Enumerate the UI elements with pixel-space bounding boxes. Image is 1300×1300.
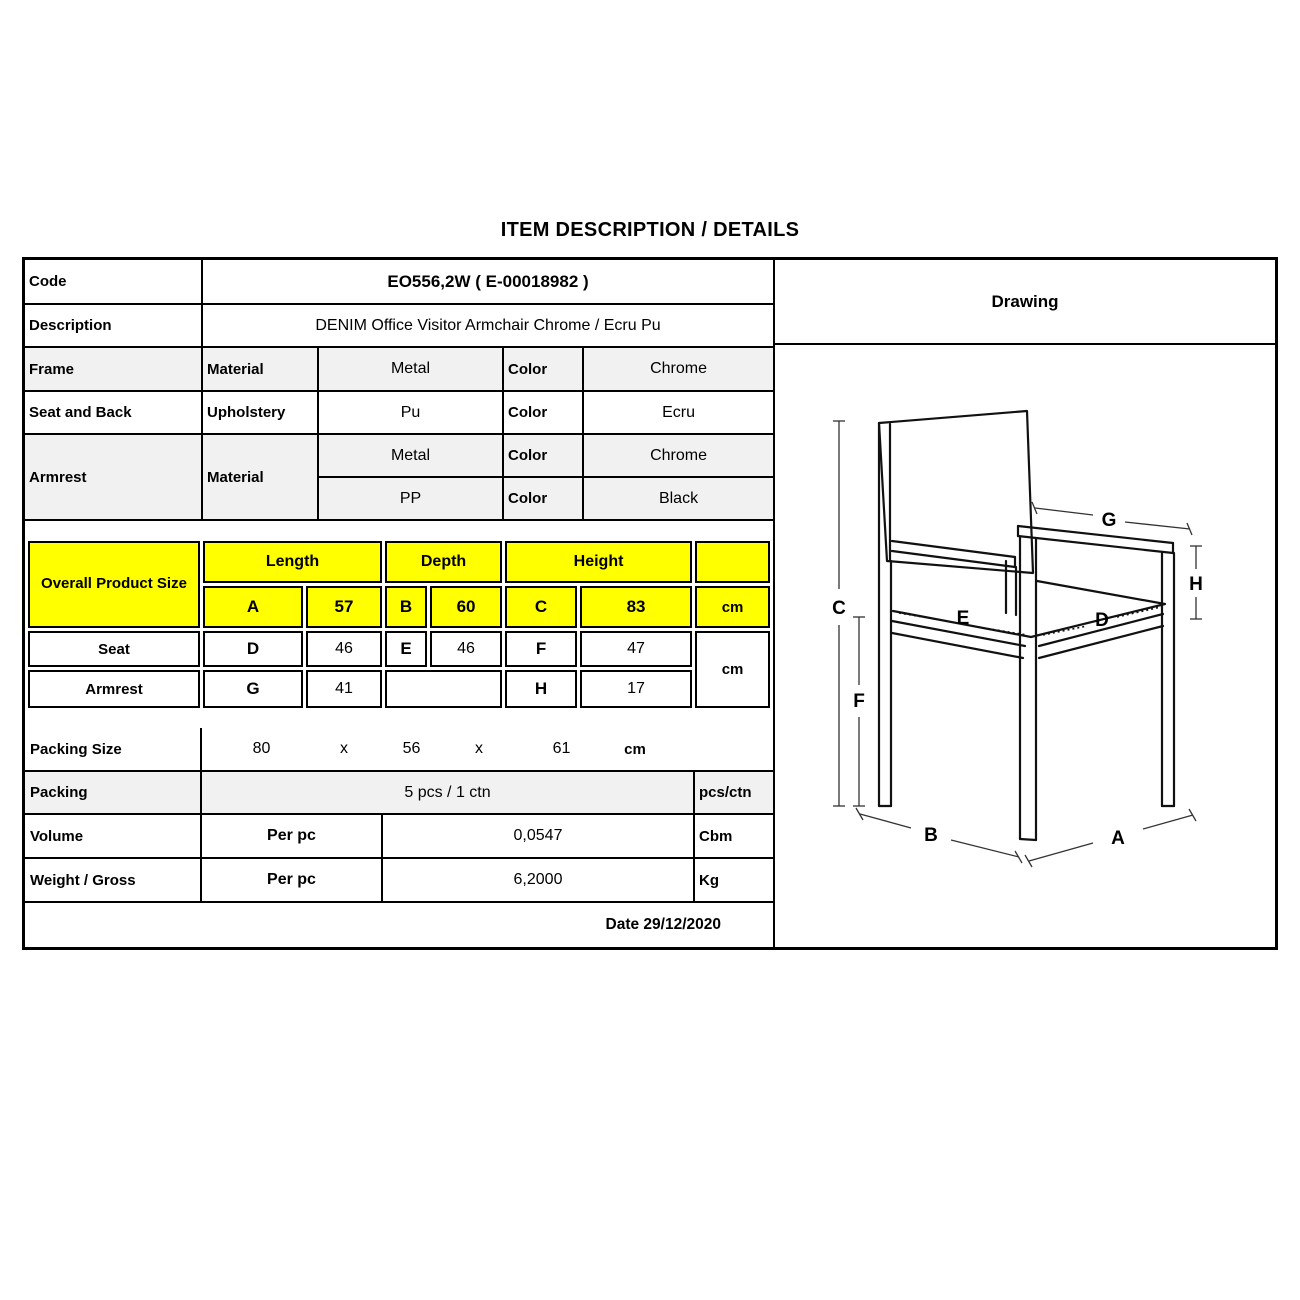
packing-size-row xyxy=(25,728,773,772)
frame-material-value: Metal xyxy=(318,347,503,391)
table-row xyxy=(25,434,773,477)
dim-c-label: C xyxy=(505,586,577,628)
depth-header: Depth xyxy=(385,541,502,583)
armrest-attr-label: Material xyxy=(202,434,318,520)
weight-row xyxy=(25,859,773,903)
packing-size-v1: 80 xyxy=(252,740,271,757)
dimensions-table xyxy=(25,538,773,711)
armrest-color2-value: Black xyxy=(583,477,773,520)
packing-label: Packing xyxy=(25,772,202,813)
date-text: Date 29/12/2020 xyxy=(605,916,721,933)
table-row xyxy=(28,670,770,708)
drawing-header: Drawing xyxy=(775,260,1275,345)
packing-size-x2: x xyxy=(475,740,483,757)
table-row xyxy=(25,347,773,391)
armrest-material1-value: Metal xyxy=(318,434,503,477)
empty-header-cell xyxy=(695,541,770,583)
description-label: Description xyxy=(25,304,202,347)
frame-color-label: Color xyxy=(503,347,583,391)
drawing-area xyxy=(775,345,1275,947)
volume-value: 0,0547 xyxy=(513,827,563,844)
weight-unit: Kg xyxy=(693,859,773,901)
volume-unit: Cbm xyxy=(693,815,773,857)
frame-part-label: Frame xyxy=(25,347,202,391)
packing-row xyxy=(25,772,773,815)
weight-label: Weight / Gross xyxy=(25,859,202,901)
dim-b-label: B xyxy=(385,586,427,628)
dim-f-value: 47 xyxy=(580,631,692,667)
dim-a-label: A xyxy=(203,586,303,628)
details-column xyxy=(25,260,773,947)
frame-attr-label: Material xyxy=(202,347,318,391)
armrest-color1-value: Chrome xyxy=(583,434,773,477)
overall-unit: cm xyxy=(695,586,770,628)
height-header: Height xyxy=(505,541,692,583)
seat-armrest-unit: cm xyxy=(695,631,770,708)
packing-size-label: Packing Size xyxy=(25,728,202,770)
drawing-label-b: B xyxy=(924,825,938,846)
chair-line-art xyxy=(879,411,1174,840)
armrest-part-label: Armrest xyxy=(25,434,202,520)
table-row xyxy=(25,260,773,304)
date-row xyxy=(25,903,773,947)
dim-a-value: 57 xyxy=(306,586,382,628)
weight-value: 6,2000 xyxy=(513,871,563,888)
drawing-label-g: G xyxy=(1101,510,1117,531)
drawing-label-a: A xyxy=(1111,828,1125,849)
volume-label: Volume xyxy=(25,815,202,857)
weight-per-pc: Per pc xyxy=(202,859,383,901)
armrest-color2-label: Color xyxy=(503,477,583,520)
dim-e-label: E xyxy=(385,631,427,667)
drawing-label-e: E xyxy=(956,608,970,629)
packing-unit: pcs/ctn xyxy=(693,772,773,813)
table-row xyxy=(25,304,773,347)
packing-size-values xyxy=(202,728,773,770)
table-row xyxy=(28,541,770,583)
dim-c-value: 83 xyxy=(580,586,692,628)
seat-row-label: Seat xyxy=(28,631,200,667)
packing-size-v3: 61 xyxy=(552,740,571,757)
dim-d-value: 46 xyxy=(306,631,382,667)
table-row xyxy=(28,631,770,667)
drawing-label-h: H xyxy=(1189,574,1203,595)
dim-b-value: 60 xyxy=(430,586,502,628)
packing-value: 5 pcs / 1 ctn xyxy=(404,783,491,801)
drawing-label-c: C xyxy=(832,598,846,619)
dim-g-label: G xyxy=(203,670,303,708)
seatback-material-value: Pu xyxy=(318,391,503,434)
seatback-color-label: Color xyxy=(503,391,583,434)
dim-h-value: 17 xyxy=(580,670,692,708)
table-row xyxy=(25,391,773,434)
volume-per-pc: Per pc xyxy=(202,815,383,857)
armrest-row-label: Armrest xyxy=(28,670,200,708)
packing-size-v2: 56 xyxy=(402,740,421,757)
packing-size-unit: cm xyxy=(624,740,646,758)
drawing-label-d: D xyxy=(1095,610,1109,631)
drawing-label-f: F xyxy=(853,691,865,712)
seatback-part-label: Seat and Back xyxy=(25,391,202,434)
armrest-color1-label: Color xyxy=(503,434,583,477)
dim-d-label: D xyxy=(203,631,303,667)
page-title: ITEM DESCRIPTION / DETAILS xyxy=(500,219,800,241)
description-value: DENIM Office Visitor Armchair Chrome / Ecru Pu xyxy=(202,304,773,347)
chair-technical-drawing xyxy=(775,345,1281,945)
spec-table xyxy=(22,257,1278,950)
seatback-attr-label: Upholstery xyxy=(202,391,318,434)
packing-size-x1: x xyxy=(340,740,348,757)
overall-size-header: Overall Product Size xyxy=(28,541,200,628)
seatback-color-value: Ecru xyxy=(583,391,773,434)
info-materials-table xyxy=(25,260,773,521)
dim-h-label: H xyxy=(505,670,577,708)
dim-g-value: 41 xyxy=(306,670,382,708)
empty-dim-cell xyxy=(385,670,502,708)
dim-e-value: 46 xyxy=(430,631,502,667)
frame-color-value: Chrome xyxy=(583,347,773,391)
dim-f-label: F xyxy=(505,631,577,667)
drawing-panel xyxy=(773,260,1275,947)
code-label: Code xyxy=(25,260,202,304)
code-value: EO556,2W ( E-00018982 ) xyxy=(202,260,773,304)
volume-row xyxy=(25,815,773,859)
armrest-material2-value: PP xyxy=(318,477,503,520)
spacer xyxy=(25,711,773,728)
length-header: Length xyxy=(203,541,382,583)
spacer xyxy=(25,521,773,538)
